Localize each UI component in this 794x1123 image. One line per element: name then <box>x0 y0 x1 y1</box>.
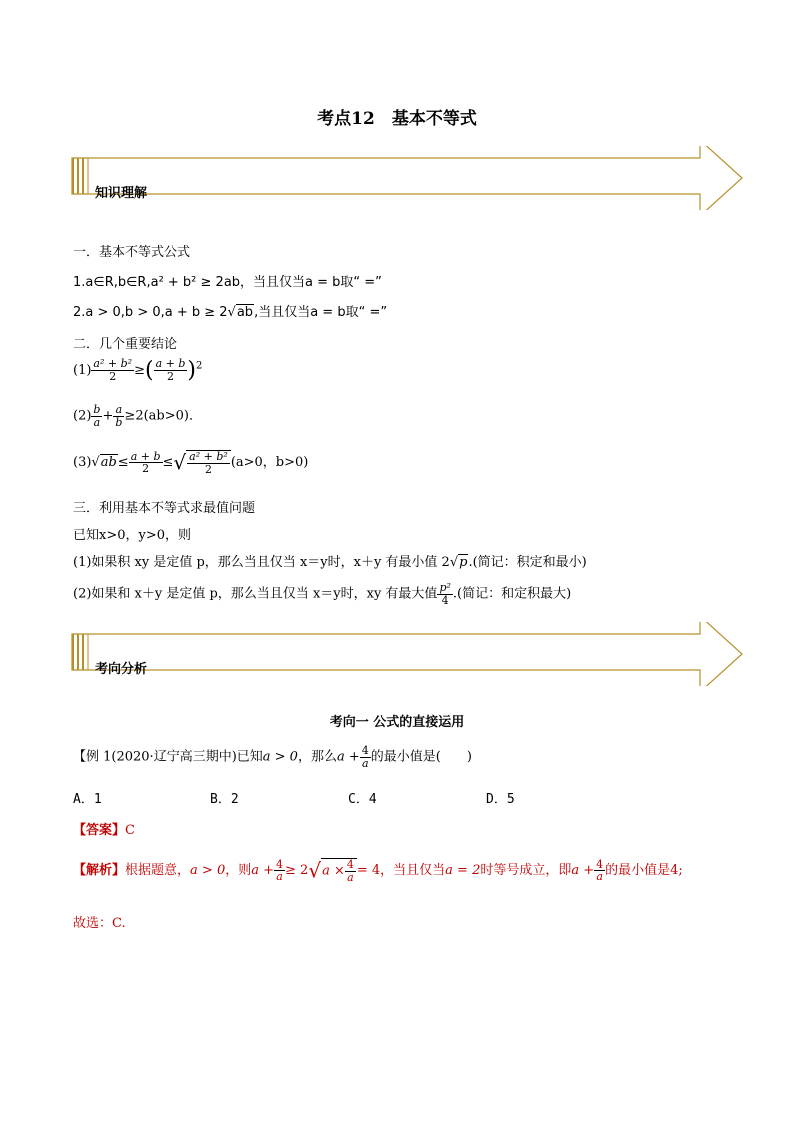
arrow-banner-icon <box>70 622 746 686</box>
answer-line: 【答案】C <box>73 823 135 838</box>
option-a: A．1 <box>73 792 102 807</box>
banner-label: 知识理解 <box>95 186 148 201</box>
subsection-title: 考向一 公式的直接运用 <box>329 715 465 730</box>
section-banner-knowledge <box>70 146 746 210</box>
banner-label: 考向分析 <box>95 662 148 677</box>
page-title: 考点12 基本不等式 <box>317 109 477 129</box>
conclusion-2: (2) $\frac{b}{a}$ + $\frac{a}{b}$ ≥2(ab>0)． <box>73 403 202 429</box>
formula-1: 1.a∈R,b∈R,a² + b² ≥ 2ab，当且仅当a = b取“ =” <box>73 275 382 290</box>
section-heading-3: 三．利用基本不等式求最值问题 <box>73 501 256 516</box>
arrow-banner-icon <box>70 146 746 210</box>
section-banner-analysis <box>70 622 746 686</box>
section-heading-1: 一．基本不等式公式 <box>73 245 191 260</box>
solution-line: 【解析】根据题意，a > 0，则a + $\frac{4}{a}$ ≥ 2√a × $\frac{4}{a}$ = 4，当且仅当a = 2时等号成立，即a + $\frac{4}{a}$ 的最小值是4; <box>73 857 683 884</box>
rule-2: (2)如果和 x＋y 是定值 p，那么当且仅当 x＝y时，xy 有最大值 $\frac{\text{p²}}{4}$ .(简记：和定积最大) <box>73 581 572 607</box>
conclusion-3: (3)√ab≤ $\frac{a + b}{2}$ ≤√ $\frac{\text{a² + b²}}{2}$ (a>0，b>0) <box>73 449 309 476</box>
option-c: C．4 <box>348 792 377 807</box>
example-question: 【例 1(2020·辽宁高三期中)已知a > 0，那么a + $\frac{4}{a}$ 的最小值是( ) <box>73 744 472 770</box>
option-d: D．5 <box>486 792 515 807</box>
conclusion-1: (1) $\frac{\text{a² + b²}}{2}$ ≥( $\frac{a + b}{2}$ )$^2$ <box>73 357 203 383</box>
option-b: B．2 <box>210 792 239 807</box>
rule-1: (1)如果积 xy 是定值 p，那么当且仅当 x＝y时，x＋y 有最小值 2√p.(简记：积定和最小) <box>73 555 587 570</box>
given-condition: 已知x>0，y>0，则 <box>73 528 192 543</box>
formula-2: 2.a > 0,b > 0,a + b ≥ 2√ab,当且仅当a = b取“ =” <box>73 305 388 320</box>
section-heading-2: 二．几个重要结论 <box>73 337 178 352</box>
choose-line: 故选：C. <box>73 916 126 931</box>
